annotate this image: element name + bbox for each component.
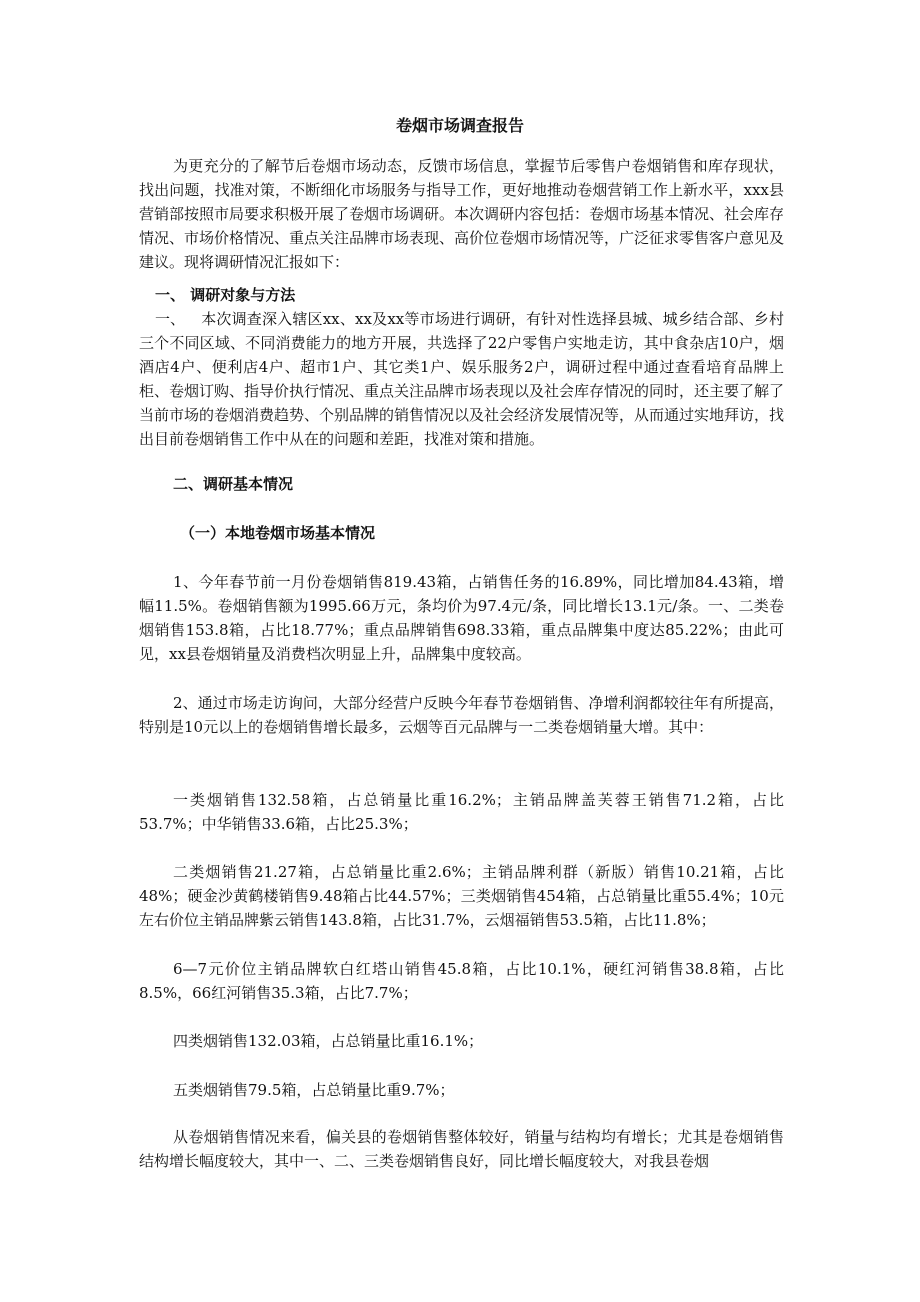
section1-body: 本次调查深入辖区xx、xx及xx等市场进行调研，有针对性选择县城、城乡结合部、乡村三个不同区域、不同消费能力的地方开展，共选择了22户零售户实地走访，其中食杂店10户，烟酒店4户、便利店4户、超市1户、其它类1户、娱乐服务2户，调研过程中通过查看培育品牌上柜、卷烟订购、指导价执行情况、重点关注品牌市场表现以及社会库存情况的同时，还主要了解了当前市场的卷烟消费趋势、个别品牌的销售情况以及社会经济发展情况等，从而通过实地拜访，找出目前卷烟销售工作中从在的问题和差距，找准对策和措施。 (139, 310, 785, 448)
paragraph-2: 2、通过市场走访询问，大部分经营户反映今年春节卷烟销售、净增利润都较往年有所提高，特别是10元以上的卷烟销售增长最多，云烟等百元品牌与一二类卷烟销量大增。其中： (139, 694, 784, 736)
document-title: 卷烟市场调查报告 (395, 116, 524, 135)
paragraph-1: 1、今年春节前一月份卷烟销售819.43箱，占销售任务的16.89%，同比增加84.43箱，增幅11.5%。卷烟销售额为1995.66万元，条均价为97.4元/条，同比增长13.1元/条。一、二类卷烟销售153.8箱，占比18.77%；重点品牌销售698.33箱，重点品牌集中度达85.22%；由此可见，xx县卷烟销量及消费档次明显上升，品牌集中度较高。 (139, 573, 784, 663)
paragraph-6: 四类烟销售132.03箱，占总销量比重16.1%； (173, 1032, 484, 1050)
paragraph-5: 6—7元价位主销品牌软白红塔山销售45.8箱，占比10.1%，硬红河销售38.8箱，占比8.5%，66红河销售35.3箱，占比7.7%； (139, 960, 784, 1002)
paragraph-3: 一类烟销售132.58箱，占总销量比重16.2%；主销品牌盖芙蓉王销售71.2箱，占比53.7%；中华销售33.6箱，占比25.3%； (139, 791, 784, 833)
paragraph-8: 从卷烟销售情况来看，偏关县的卷烟销售整体较好，销量与结构均有增长；尤其是卷烟销售结构增长幅度较大，其中一、二、三类卷烟销售良好，同比增长幅度较大，对我县卷烟 (139, 1128, 784, 1170)
paragraph-4: 二类烟销售21.27箱，占总销量比重2.6%；主销品牌利群（新版）销售10.21箱，占比48%；硬金沙黄鹤楼销售9.48箱占比44.57%；三类烟销售454箱，占总销量比重55.4%；10元左右价位主销品牌紫云销售143.8箱，占比31.7%，云烟福销售53.5箱，占比11.8%； (139, 863, 784, 929)
section1-paragraph (139, 307, 784, 451)
section1-heading: 一、 调研对象与方法 (155, 286, 296, 304)
subsection1-heading: （一）本地卷烟市场基本情况 (180, 524, 376, 542)
section1-label: 一、 (155, 310, 186, 328)
paragraph-7: 五类烟销售79.5箱，占总销量比重9.7%； (173, 1081, 455, 1099)
intro-paragraph: 为更充分的了解节后卷烟市场动态，反馈市场信息，掌握节后零售户卷烟销售和库存现状，找出问题，找准对策，不断细化市场服务与指导工作，更好地推动卷烟营销工作上新水平，xxx县营销部按照市局要求积极开展了卷烟市场调研。本次调研内容包括：卷烟市场基本情况、社会库存情况、市场价格情况、重点关注品牌市场表现、高价位卷烟市场情况等，广泛征求零售客户意见及建议。现将调研情况汇报如下： (139, 157, 785, 271)
section2-heading: 二、调研基本情况 (173, 475, 294, 493)
